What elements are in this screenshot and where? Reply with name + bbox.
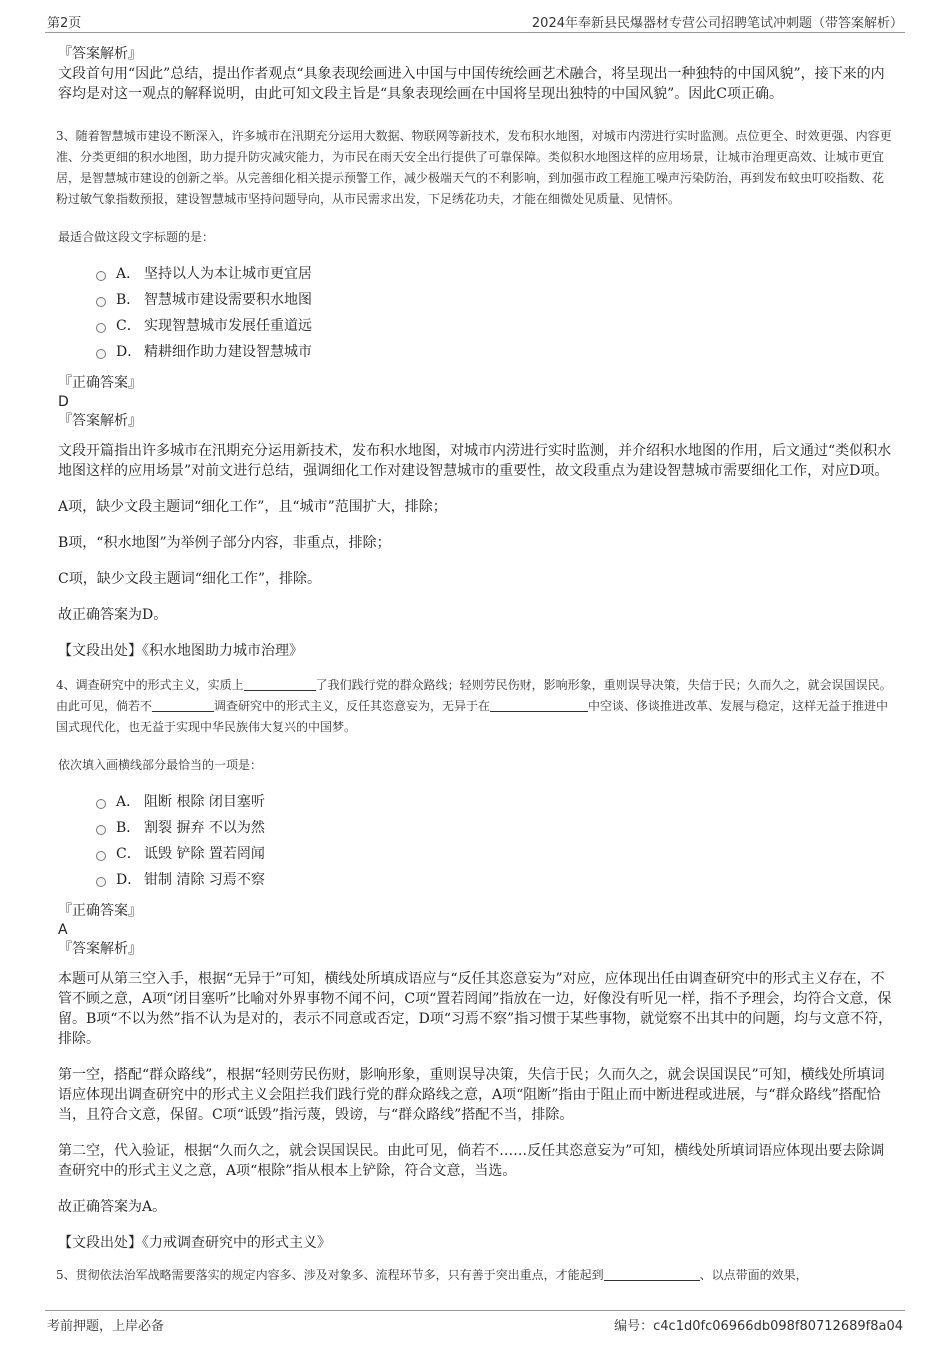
page-number: 第2页 xyxy=(47,16,82,31)
radio-icon[interactable] xyxy=(96,851,106,861)
question-3-prompt: 最适合做这段文字标题的是： xyxy=(58,230,215,244)
explain-paragraph: C项，缺少文段主题词“细化工作”，排除。 xyxy=(58,571,322,587)
main-content xyxy=(58,44,893,1286)
explain-paragraph: B项，“积水地图”为举例子部分内容，非重点，排除； xyxy=(58,535,391,551)
radio-icon[interactable] xyxy=(96,799,106,809)
question-4-text: 4、调查研究中的形式主义，实质上 了我们践行党的群众路线；轻则劳民伤财，影响形象，重则误导决策，失信于民；久而久之，就会误国误民。由此可见，倘若不 调查研究中的形式主义，反任其恣意妄为，无异于在 中空谈、侈谈推进改革、发展与稳定，这样无益于推进中国式现代化，也无益于实现中华民族伟大复兴的中国梦。 xyxy=(56,678,892,734)
radio-icon[interactable] xyxy=(96,323,106,333)
option-c[interactable]: C． 诋毁 铲除 置若罔闻 xyxy=(96,841,893,867)
explain-paragraph: 故正确答案为A。 xyxy=(58,1199,167,1215)
explain-paragraph: 第一空，搭配“群众路线”，根据“轻则劳民伤财，影响形象，重则误导决策，失信于民；久而久之，就会误国误民”可知，横线处所填词语应体现出调查研究中的形式主义会阻拦我们践行党的群众路线之意，A项“阻断”指由于阻止而中断进程或进展，与“群众路线”搭配恰当，且符合文意，保留。C项“诋毁”指污蔑，毁谤，与“群众路线”搭配不当，排除。 xyxy=(58,1067,885,1123)
explain-paragraph: 文段开篇指出许多城市在汛期充分运用新技术，发布积水地图，对城市内涝进行实时监测，并介绍积水地图的作用，后文通过“类似积水地图这样的应用场景”对前文进行总结，强调细化工作对建设智慧城市的重要性，故文段重点为建设智慧城市需要细化工作，对应D项。 xyxy=(58,443,892,479)
footer-slogan: 考前押题，上岸必备 xyxy=(47,1319,165,1334)
option-b[interactable]: B． 智慧城市建设需要积水地图 xyxy=(96,287,893,313)
explain-paragraph: 故正确答案为D。 xyxy=(58,607,168,623)
radio-icon[interactable] xyxy=(96,271,106,281)
radio-icon[interactable] xyxy=(96,877,106,887)
option-b[interactable]: B． 割裂 摒弃 不以为然 xyxy=(96,815,893,841)
answer-tag: 『正确答案』 xyxy=(58,375,142,391)
option-a[interactable]: A． 坚持以人为本让城市更宜居 xyxy=(96,261,893,287)
explain-paragraph: 第二空，代入验证，根据“久而久之，就会误国误民。由此可见，倘若不……反任其恣意妄为”可知，横线处所填词语应体现出要去除调查研究中的形式主义之意，A项“根除”指从根本上铲除，符合文意，当选。 xyxy=(58,1143,885,1179)
answer-tag: 『正确答案』 xyxy=(58,903,142,919)
explain-tag: 『答案解析』 xyxy=(58,413,142,429)
question-3-text: 3、随着智慧城市建设不断深入，许多城市在汛期充分运用大数据、物联网等新技术，发布积水地图，对城市内涝进行实时监测。点位更全、时效更强、内容更准、分类更细的积水地图，助力提升防灾减灾能力，为市民在雨天安全出行提供了可靠保障。类似积水地图这样的应用场景，让城市治理更高效、让城市更宜居，是智慧城市建设的创新之举。从完善细化相关提示预警工作，减少极端天气的不利影响，到加强市政工程施工噪声污染防治，再到发布蚊虫叮咬指数、花粉过敏气象指数预报，建设智慧城市坚持问题导向，从市民需求出发，下足绣花功夫，才能在细微处见质量、见情怀。 xyxy=(56,129,892,206)
fill-blank xyxy=(152,697,214,712)
option-d[interactable]: D． 精耕细作助力建设智慧城市 xyxy=(96,339,893,365)
question-3-options xyxy=(96,261,893,365)
explain-text: 文段首句用“因此”总结，提出作者观点“具象表现绘画进入中国与中国传统绘画艺术融合，将呈现出一种独特的中国风貌”，接下来的内容均是对这一观点的解释说明，由此可知文段主旨是“具象表现绘画在中国将呈现出独特的中国风貌”。因此C项正确。 xyxy=(58,66,885,102)
page-header xyxy=(45,10,905,33)
option-d[interactable]: D． 钳制 清除 习焉不察 xyxy=(96,867,893,893)
fill-blank xyxy=(604,1266,700,1281)
correct-answer: A xyxy=(58,922,68,938)
radio-icon[interactable] xyxy=(96,349,106,359)
option-a[interactable]: A． 阻断 根除 闭目塞听 xyxy=(96,789,893,815)
source-citation: 【文段出处】《力戒调查研究中的形式主义》 xyxy=(58,1235,331,1251)
question-4-prompt: 依次填入画横线部分最恰当的一项是： xyxy=(58,758,263,772)
page-footer xyxy=(45,1310,905,1337)
explain-tag: 『答案解析』 xyxy=(58,941,142,957)
explain-paragraph: A项，缺少文段主题词“细化工作”，且“城市”范围扩大，排除； xyxy=(58,499,447,515)
fill-blank xyxy=(244,676,316,691)
source-citation: 【文段出处】《积水地图助力城市治理》 xyxy=(58,643,303,659)
explain-paragraph: 本题可从第三空入手，根据“无异于”可知，横线处所填成语应与“反任其恣意妄为”对应，应体现出任由调查研究中的形式主义存在，不管不顾之意，A项“闭目塞听”比喻对外界事物不闻不问，C项“置若罔闻”指放在一边，好像没有听见一样，指不予理会，均符合文意，保留。B项“不以为然”指不认为是对的，表示不同意或否定，D项“习焉不察”指习惯于某些事物，就觉察不出其中的问题，均与文意不符，排除。 xyxy=(58,971,893,1047)
document-title: 2024年奉新县民爆器材专营公司招聘笔试冲刺题（带答案解析） xyxy=(531,16,903,31)
question-4-options xyxy=(96,789,893,893)
radio-icon[interactable] xyxy=(96,825,106,835)
question-5-text: 5、贯彻依法治军战略需要落实的规定内容多、涉及对象多、流程环节多，只有善于突出重点，才能起到 、以点带面的效果， xyxy=(56,1268,808,1282)
correct-answer: D xyxy=(58,394,69,410)
fill-blank xyxy=(490,697,588,712)
option-c[interactable]: C． 实现智慧城市发展任重道远 xyxy=(96,313,893,339)
explain-tag: 『答案解析』 xyxy=(58,46,142,62)
document-id: 编号：c4c1d0fc06966db098f80712689f8a04 xyxy=(614,1319,903,1334)
radio-icon[interactable] xyxy=(96,297,106,307)
